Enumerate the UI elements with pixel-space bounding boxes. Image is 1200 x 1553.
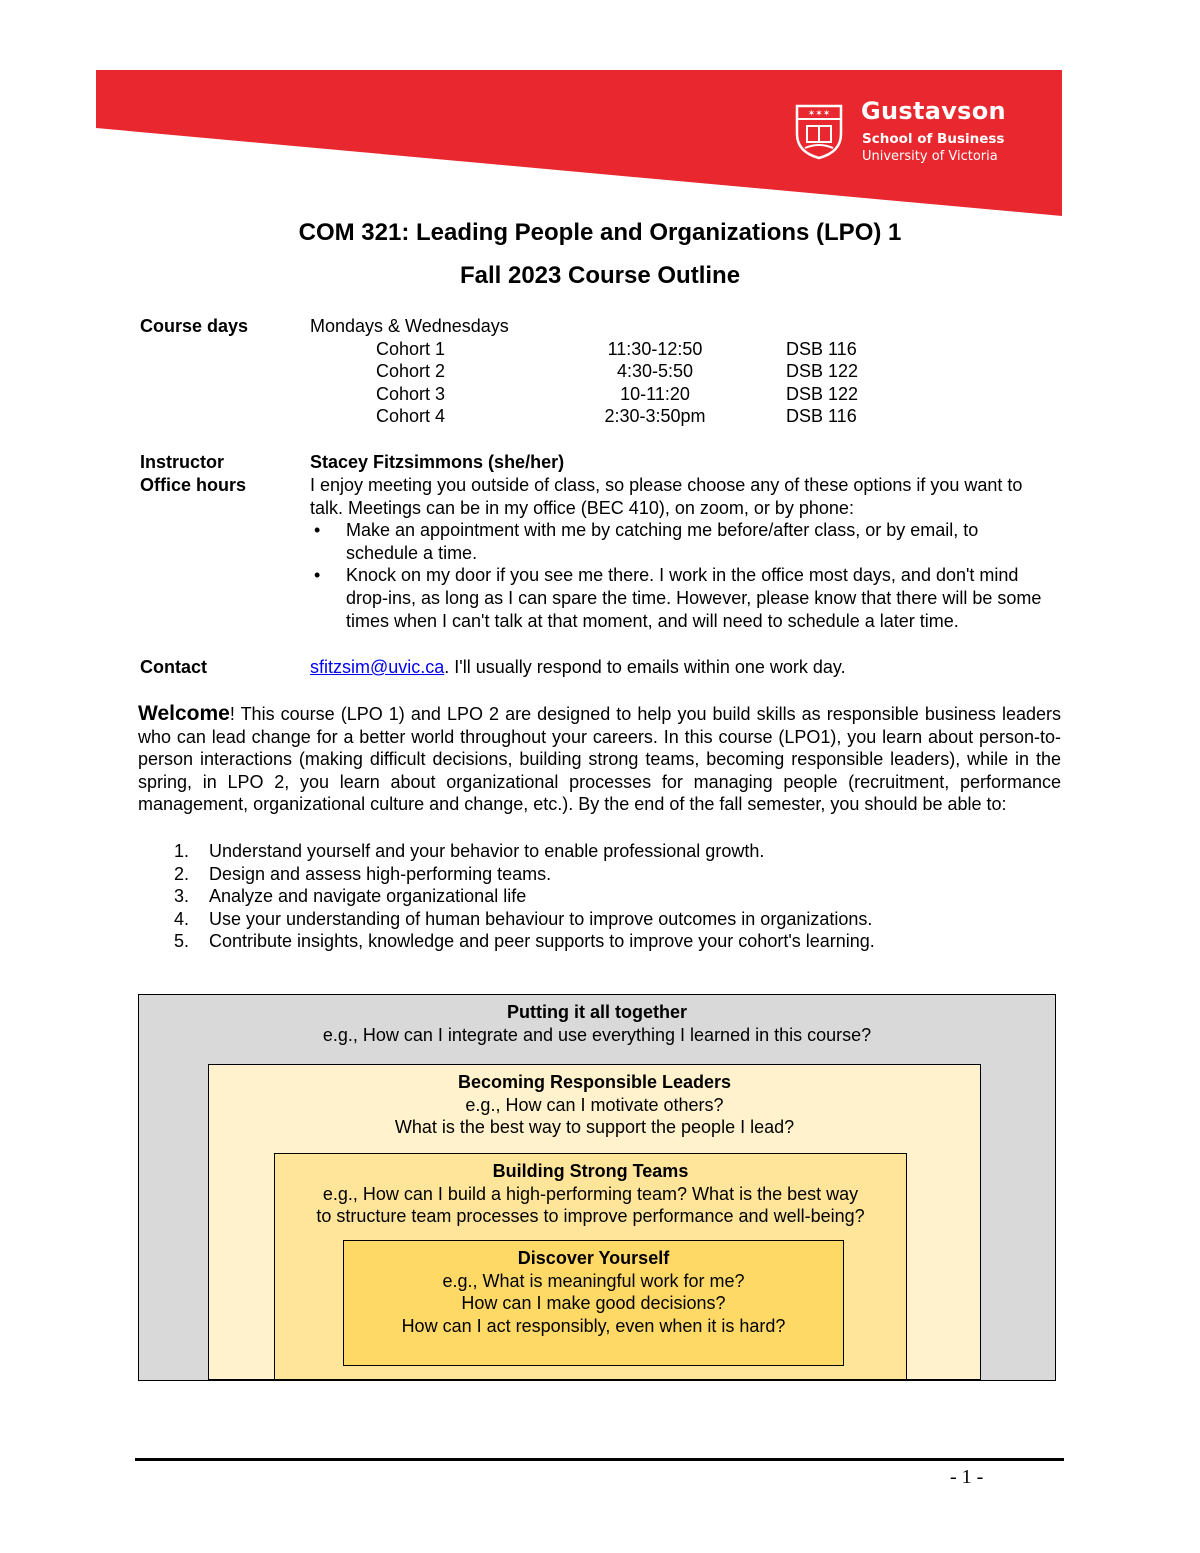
cohort-time: 11:30-12:50: [607, 339, 703, 359]
list-number: 1.: [174, 841, 190, 861]
bullet-icon: •: [314, 520, 321, 541]
list-item-text: Analyze and navigate organizational life: [209, 886, 527, 907]
page-number: - 1 -: [950, 1466, 984, 1488]
cohort-room: DSB 116: [786, 406, 857, 426]
logo-name: Gustavson: [861, 97, 1006, 125]
cohort-name: Cohort 3: [376, 384, 446, 404]
cohort-room: DSB 122: [786, 361, 859, 381]
list-item-text: Knock on my door if you see me there. I work in the office most days, and don't mind drop-ins, as long as I can spare the time. However, please know that there will be some times when I can't talk at that moment, and will need to schedule a later time.: [346, 565, 1042, 631]
list-item-text: Design and assess high-performing teams.: [209, 863, 552, 884]
welcome-text: ! This course (LPO 1) and LPO 2 are designed to help you build skills as responsible business leaders who can lead change for a better world throughout your careers. In this course (LPO1), you learn about person-to-person interactions (making difficult decisions, building strong teams, becoming responsible leaders), while in the spring, in LPO 2, you learn about organizational processes for managing people (recruitment, performance management, organizational culture and change, etc.). By the end of the fall semester, you should be able to:: [138, 704, 1061, 815]
framework-text: e.g., How can I motivate others?: [465, 1094, 724, 1115]
page-subtitle: Fall 2023 Course Outline: [459, 262, 741, 289]
office-hours-intro: I enjoy meeting you outside of class, so please choose any of these options if you want to talk. Meetings can be in my office (BEC 410), on zoom, or by phone:: [310, 475, 1023, 518]
contact-label: Contact: [140, 657, 207, 677]
framework-text: What is the best way to support the people I lead?: [394, 1117, 795, 1138]
contact-email-link[interactable]: sfitzsim@uvic.ca: [310, 657, 445, 677]
bullet-icon: •: [314, 565, 321, 586]
framework-heading: Discover Yourself: [517, 1248, 670, 1268]
footer-divider: [135, 1458, 1064, 1461]
list-item-text: Use your understanding of human behaviour to improve outcomes in organizations.: [209, 908, 873, 929]
course-days-value: Mondays & Wednesdays: [310, 316, 509, 336]
svg-text:✶✶✶: ✶✶✶: [807, 109, 831, 119]
course-days-label: Course days: [140, 316, 249, 336]
list-number: 2.: [174, 863, 190, 884]
list-item: [138, 840, 1061, 863]
list-number: 4.: [174, 908, 190, 929]
framework-heading: Building Strong Teams: [492, 1161, 689, 1181]
cohort-name: Cohort 4: [376, 406, 446, 426]
list-item: [310, 519, 1055, 564]
list-item: [138, 908, 1061, 931]
list-item: [310, 564, 1055, 632]
cohort-time: 4:30-5:50: [616, 361, 694, 381]
contact-value: [310, 656, 846, 679]
framework-heading: Becoming Responsible Leaders: [457, 1072, 732, 1092]
cohort-room: DSB 122: [786, 384, 859, 404]
logo-university: University of Victoria: [862, 149, 998, 164]
page-title: COM 321: Leading People and Organizations (LPO) 1: [298, 219, 902, 246]
framework-text: e.g., What is meaningful work for me?: [442, 1270, 745, 1291]
list-item: [138, 863, 1061, 886]
framework-level-discover-yourself: [343, 1240, 844, 1366]
cohort-name: Cohort 1: [376, 339, 446, 359]
learning-goals-list: [138, 840, 1061, 953]
office-hours-label: Office hours: [140, 475, 247, 495]
list-number: 3.: [174, 886, 190, 907]
cohort-room: DSB 116: [786, 339, 857, 359]
framework-text: to structure team processes to improve performance and well-being?: [316, 1206, 865, 1227]
instructor-label: Instructor: [140, 452, 225, 472]
welcome-word: Welcome: [138, 702, 230, 725]
list-number: 5.: [174, 931, 190, 952]
framework-text: e.g., How can I build a high-performing team? What is the best way: [322, 1183, 859, 1204]
office-hours-details: [310, 474, 1055, 632]
list-item-text: Make an appointment with me by catching me before/after class, or by email, to schedule a time.: [346, 520, 979, 563]
cohort-name: Cohort 2: [376, 361, 446, 381]
list-item: [138, 930, 1061, 953]
framework-heading: Putting it all together: [507, 1002, 687, 1022]
welcome-paragraph: [138, 703, 1061, 816]
list-item-text: Understand yourself and your behavior to enable professional growth.: [209, 841, 765, 861]
university-crest-icon: [795, 104, 843, 160]
framework-text: How can I make good decisions?: [461, 1293, 726, 1314]
contact-note: . I'll usually respond to emails within one work day.: [444, 657, 846, 677]
office-hours-list: [310, 519, 1055, 632]
framework-text: How can I act responsibly, even when it is hard?: [401, 1315, 786, 1336]
instructor-name: Stacey Fitzsimmons (she/her): [310, 452, 565, 472]
list-item: [138, 885, 1061, 908]
logo-school: School of Business: [862, 131, 1005, 147]
cohort-time: 10-11:20: [620, 384, 690, 404]
framework-text: e.g., How can I integrate and use everything I learned in this course?: [322, 1024, 872, 1045]
cohort-time: 2:30-3:50pm: [604, 406, 706, 426]
list-item-text: Contribute insights, knowledge and peer supports to improve your cohort's learning.: [209, 931, 875, 952]
